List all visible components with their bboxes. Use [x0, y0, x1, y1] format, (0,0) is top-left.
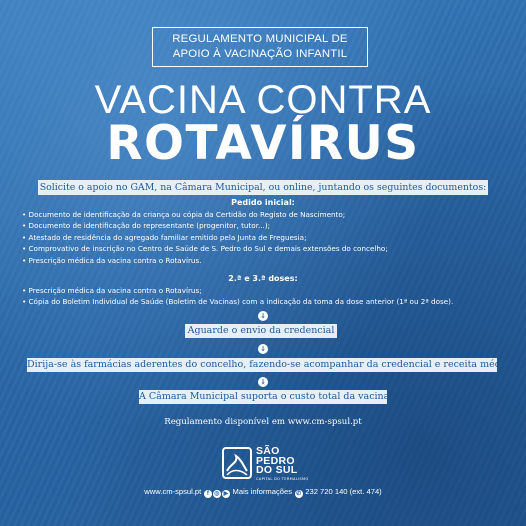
facebook-icon[interactable]: f [204, 490, 212, 498]
footer-phone: 232 720 140 (ext. 474) [305, 487, 382, 496]
arrow-down-icon: ↓ [258, 377, 268, 387]
footer-website[interactable]: www.cm-spsul.pt [144, 487, 202, 496]
list-item: • Documento de identificação da criança ou cópia da Certidão do Registo de Nascimento; [22, 209, 388, 220]
logo-line-1: SÃO [256, 445, 280, 457]
logo-tagline: CAPITAL DO TERMALISMO [256, 477, 309, 481]
logo-line-2: PEDRO [256, 454, 295, 467]
municipality-emblem-icon [222, 447, 252, 479]
section1-heading: Pedido inicial: [231, 198, 295, 207]
header-line-1: REGULAMENTO MUNICIPAL DE [172, 33, 348, 45]
regulation-header-box [152, 27, 368, 67]
arrow-down-icon: ↓ [258, 344, 268, 354]
intro-bar: Solicite o apoio no GAM, na Câmara Municipal, ou online, juntando os seguintes documentos: [39, 182, 487, 193]
sao-pedro-do-sul-logo [222, 447, 312, 483]
list-item: • Atestado de residência do agregado familiar emitido pela Junta de Freguesia; [22, 232, 388, 243]
arrow-down-icon: ↓ [258, 311, 268, 321]
phone-icon: ✆ [296, 491, 302, 497]
youtube-icon[interactable]: ▶ [223, 491, 229, 497]
logo-wordmark [256, 447, 297, 476]
list-item: • Prescrição médica da vacina contra o Rotavírus. [22, 255, 388, 266]
step-1-bar: Aguarde o envio da credencial [185, 324, 337, 338]
list-item: • Prescrição médica da vacina contra o Rotavírus; [22, 285, 453, 296]
section2-list [22, 285, 453, 308]
list-item: • Cópia do Boletim Individual de Saúde (Boletim de Vacinas) com a indicação da toma da dose anterior (1ª ou 2ª dose). [22, 296, 453, 307]
step-3-bar: A Câmara Municipal suporta o custo total da vacina [139, 391, 390, 402]
header-line-2: APOIO À VACINAÇÃO INFANTIL [172, 48, 348, 60]
list-item: • Comprovativo de inscrição no Centro de Saúde de S. Pedro do Sul e demais extensões do concelho; [22, 243, 388, 254]
section1-list [22, 209, 388, 266]
logo-line-3: DO SUL [256, 464, 298, 477]
title-line-1: VACINA CONTRA [94, 78, 432, 122]
footer-more-info: Mais informações [232, 487, 293, 496]
regulation-link-text: Regulamento disponível em www.cm-spsul.pt [164, 417, 362, 427]
title-line-2: ROTAVÍRUS [106, 116, 420, 171]
step-2-bar: Dirija-se às farmácias aderentes do concelho, fazendo-se acompanhar da credencial e receita médica [27, 359, 515, 370]
list-item: • Documento de identificação do representante (progenitor, tutor...); [22, 220, 388, 231]
footer [0, 487, 526, 498]
section2-heading: 2.ª e 3.ª doses: [228, 274, 298, 283]
instagram-icon[interactable]: ◎ [214, 491, 220, 497]
